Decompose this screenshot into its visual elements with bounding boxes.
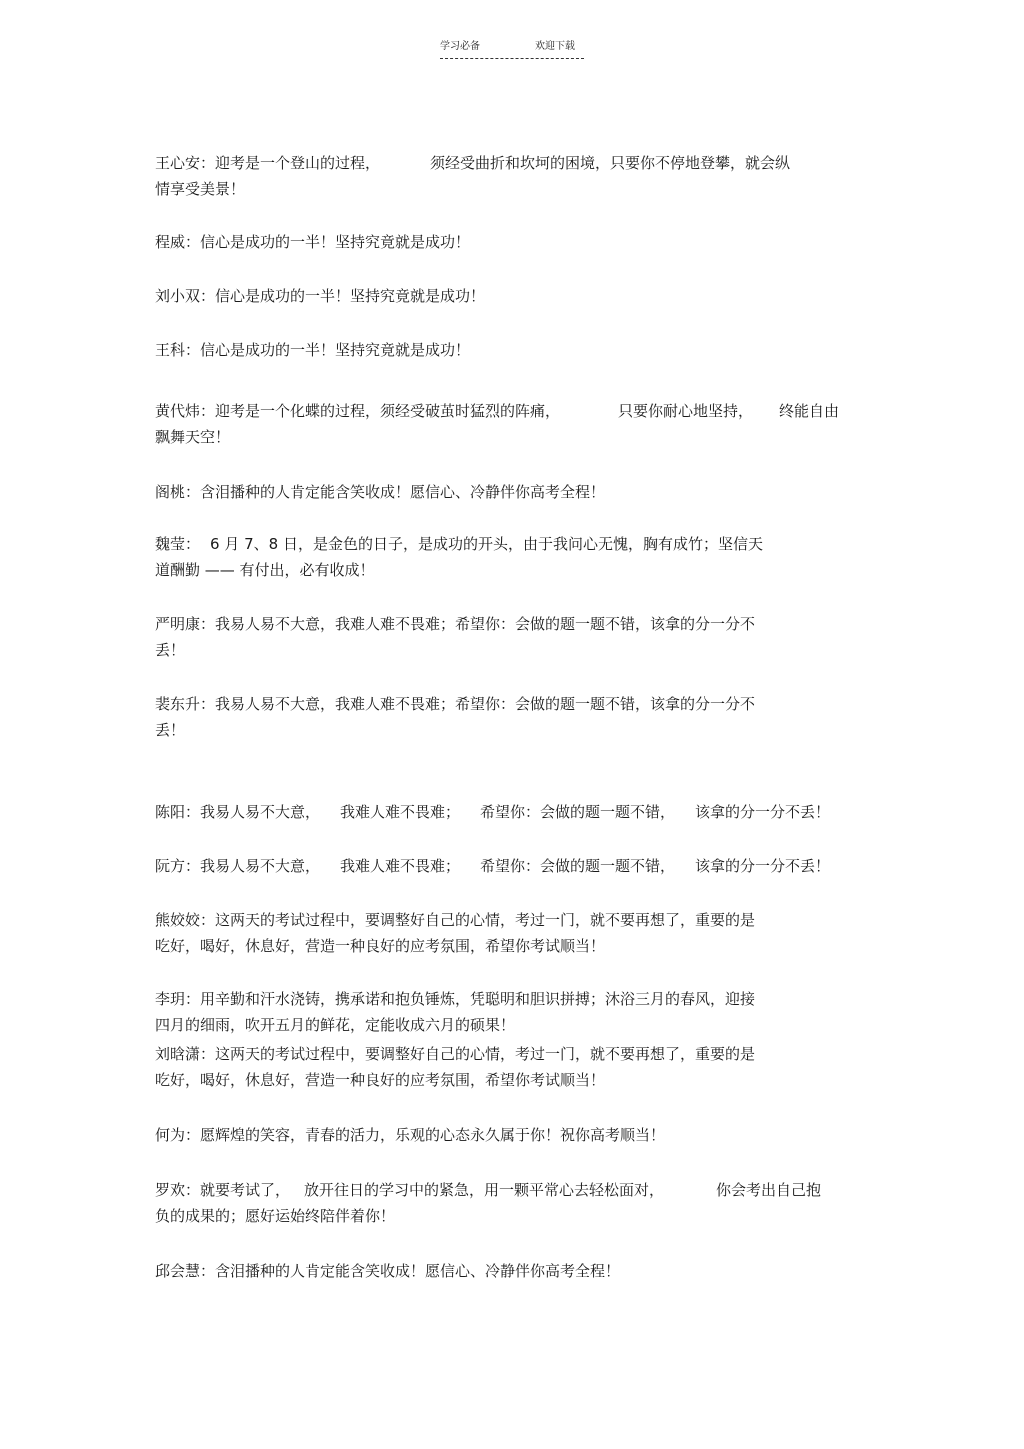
blessing-entry [155,479,605,505]
text-segment: 你会考出自己抱 [716,1181,822,1199]
blessing-entry [155,1177,821,1229]
text-segment: 只要你耐心地坚持， [618,402,754,420]
text-segment: 程威：信心是成功的一半！坚持究竟就是成功！ [155,233,471,251]
text-segment: 6 月 7、8 日，是金色的日子，是成功的开头，由于我问心无愧，胸有成竹；坚信天 [210,535,763,553]
blessing-entry [155,398,839,450]
blessing-entry [155,337,470,363]
blessing-entry [155,853,830,879]
blessing-entry [155,691,755,743]
text-segment: 终能自由 [779,402,840,420]
text-segment: 负的成果的；愿好运始终陪伴着你！ [155,1207,396,1225]
entry-line [155,1203,821,1229]
entry-line [155,933,755,959]
text-segment: 该拿的分一分不丢！ [695,803,831,821]
entry-line [155,907,755,933]
entry-line [155,398,839,424]
text-segment: 何为：愿辉煌的笑容，青春的活力，乐观的心态永久属于你！祝你高考顺当！ [155,1126,666,1144]
text-segment: 我难人难不畏难； [340,803,461,821]
entry-line [155,717,755,743]
entry-line [155,637,755,663]
text-segment: 须经受曲折和坎坷的困境，只要你不停地登攀，就会纵 [430,154,791,172]
text-segment: 放开往日的学习中的紧急，用一颗平常心去轻松面对， [304,1181,665,1199]
entry-line [155,1067,755,1093]
text-segment: 道酬勤 —— 有付出，必有收成！ [155,561,375,579]
entry-line [155,557,763,583]
entry-line [155,986,755,1012]
entry-line [155,1177,821,1203]
entry-line [155,531,763,557]
text-segment: 李玥：用辛勤和汗水浇铸，携承诺和抱负锤炼，凭聪明和胆识拼搏；沐浴三月的春风，迎接 [155,990,756,1008]
text-segment: 裴东升：我易人易不大意，我难人难不畏难；希望你：会做的题一题不错，该拿的分一分不 [155,695,756,713]
text-segment: 情享受美景！ [155,180,246,198]
text-segment: 黄代炜：迎考是一个化蝶的过程，须经受破茧时猛烈的阵痛， [155,402,561,420]
blessing-entry [155,150,790,202]
text-segment: 希望你：会做的题一题不错， [480,857,676,875]
entry-line [155,1258,620,1284]
text-segment: 王心安：迎考是一个登山的过程， [155,154,381,172]
text-segment: 阁桃：含泪播种的人肯定能含笑收成！愿信心、冷静伴你高考全程！ [155,483,606,501]
text-segment: 该拿的分一分不丢！ [695,857,831,875]
text-segment: 丢！ [155,641,186,659]
blessing-entry [155,1122,665,1148]
entry-line [155,424,839,450]
entry-line [155,611,755,637]
text-segment: 希望你：会做的题一题不错， [480,803,676,821]
entry-line [155,853,830,879]
text-segment: 飘舞天空！ [155,428,231,446]
entry-line [155,479,605,505]
entry-line [155,150,790,176]
header-divider [440,58,584,59]
entry-line [155,337,470,363]
page-header [440,40,584,64]
entry-line [155,799,830,825]
entry-line [155,176,790,202]
text-segment: 邱会慧：含泪播种的人肯定能含笑收成！愿信心、冷静伴你高考全程！ [155,1262,621,1280]
blessing-entry [155,1258,620,1284]
text-segment: 阮方：我易人易不大意， [155,857,321,875]
entry-line [155,1012,755,1038]
text-segment: 魏莹： [155,535,201,553]
blessing-entry [155,611,755,663]
header-right-text: 欢迎下载 [535,41,575,52]
header-left-text: 学习必备 [440,41,480,52]
text-segment: 吃好，喝好，休息好，营造一种良好的应考氛围，希望你考试顺当！ [155,1071,606,1089]
entry-line [155,1122,665,1148]
entry-line [155,229,470,255]
blessing-entry [155,1041,755,1093]
text-segment: 熊姣姣：这两天的考试过程中，要调整好自己的心情，考过一门，就不要再想了，重要的是 [155,911,756,929]
entry-line [155,691,755,717]
blessing-entry [155,907,755,959]
text-segment: 刘小双：信心是成功的一半！坚持究竟就是成功！ [155,287,486,305]
text-segment: 罗欢：就要考试了， [155,1181,291,1199]
text-segment: 陈阳：我易人易不大意， [155,803,321,821]
text-segment: 王科：信心是成功的一半！坚持究竟就是成功！ [155,341,471,359]
text-segment: 吃好，喝好，休息好，营造一种良好的应考氛围，希望你考试顺当！ [155,937,606,955]
entry-line [155,283,485,309]
blessing-entry [155,799,830,825]
text-segment: 我难人难不畏难； [340,857,461,875]
blessing-entry [155,229,470,255]
text-segment: 严明康：我易人易不大意，我难人难不畏难；希望你：会做的题一题不错，该拿的分一分不 [155,615,756,633]
blessing-entry [155,283,485,309]
text-segment: 丢！ [155,721,186,739]
entry-line [155,1041,755,1067]
blessing-entry [155,986,755,1038]
text-segment: 刘晗潇：这两天的考试过程中，要调整好自己的心情，考过一门，就不要再想了，重要的是 [155,1045,756,1063]
text-segment: 四月的细雨，吹开五月的鲜花，定能收成六月的硕果！ [155,1016,516,1034]
blessing-entry [155,531,763,583]
